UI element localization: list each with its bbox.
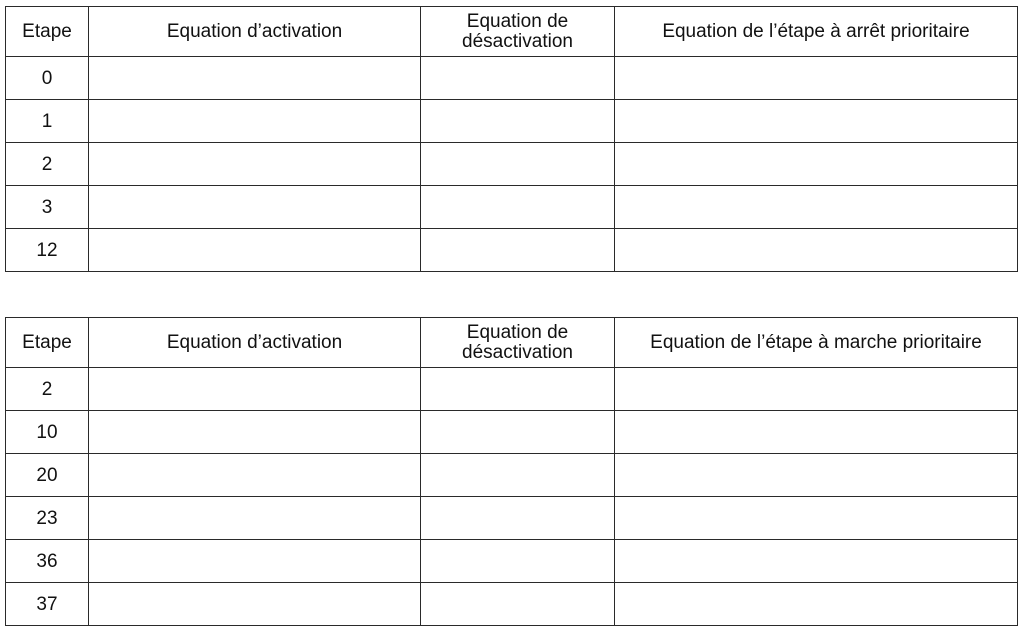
header-desactivation	[421, 7, 615, 57]
activation-cell[interactable]	[89, 497, 421, 540]
desactivation-cell[interactable]	[421, 100, 615, 143]
etape-cell: 2	[6, 143, 89, 186]
table-row	[6, 57, 1018, 100]
marche-prioritaire-table	[5, 317, 1018, 626]
activation-cell[interactable]	[89, 368, 421, 411]
etape-cell: 0	[6, 57, 89, 100]
desactivation-cell[interactable]	[421, 583, 615, 626]
prioritaire-cell[interactable]	[615, 186, 1018, 229]
table-row	[6, 411, 1018, 454]
prioritaire-cell[interactable]	[615, 229, 1018, 272]
table-row	[6, 540, 1018, 583]
prioritaire-cell[interactable]	[615, 57, 1018, 100]
etape-cell: 1	[6, 100, 89, 143]
desactivation-cell[interactable]	[421, 497, 615, 540]
table-row	[6, 583, 1018, 626]
activation-cell[interactable]	[89, 454, 421, 497]
desactivation-cell[interactable]	[421, 368, 615, 411]
prioritaire-cell[interactable]	[615, 540, 1018, 583]
prioritaire-cell[interactable]	[615, 411, 1018, 454]
table-row	[6, 454, 1018, 497]
header-marche-prioritaire: Equation de l’étape à marche prioritaire	[615, 318, 1018, 368]
etape-cell: 36	[6, 540, 89, 583]
table-header-row	[6, 318, 1018, 368]
prioritaire-cell[interactable]	[615, 100, 1018, 143]
header-arret-prioritaire: Equation de l’étape à arrêt prioritaire	[615, 7, 1018, 57]
activation-cell[interactable]	[89, 100, 421, 143]
activation-cell[interactable]	[89, 186, 421, 229]
etape-cell: 2	[6, 368, 89, 411]
header-activation: Equation d’activation	[89, 318, 421, 368]
etape-cell: 10	[6, 411, 89, 454]
header-activation: Equation d’activation	[89, 7, 421, 57]
table-row	[6, 100, 1018, 143]
etape-cell: 20	[6, 454, 89, 497]
desactivation-cell[interactable]	[421, 411, 615, 454]
header-desactivation-line2: désactivation	[462, 341, 573, 363]
prioritaire-cell[interactable]	[615, 454, 1018, 497]
prioritaire-cell[interactable]	[615, 583, 1018, 626]
table-header-row	[6, 7, 1018, 57]
etape-cell: 12	[6, 229, 89, 272]
table-row	[6, 497, 1018, 540]
header-desactivation-line1: Equation de	[466, 321, 569, 343]
desactivation-cell[interactable]	[421, 143, 615, 186]
desactivation-cell[interactable]	[421, 186, 615, 229]
desactivation-cell[interactable]	[421, 57, 615, 100]
etape-cell: 23	[6, 497, 89, 540]
activation-cell[interactable]	[89, 229, 421, 272]
arret-prioritaire-table	[5, 6, 1018, 272]
header-desactivation-line2: désactivation	[462, 30, 573, 52]
activation-cell[interactable]	[89, 143, 421, 186]
etape-cell: 37	[6, 583, 89, 626]
header-desactivation	[421, 318, 615, 368]
prioritaire-cell[interactable]	[615, 143, 1018, 186]
header-etape: Etape	[6, 7, 89, 57]
header-etape: Etape	[6, 318, 89, 368]
table-row	[6, 186, 1018, 229]
table-row	[6, 368, 1018, 411]
activation-cell[interactable]	[89, 57, 421, 100]
table-row	[6, 229, 1018, 272]
prioritaire-cell[interactable]	[615, 368, 1018, 411]
header-desactivation-line1: Equation de	[466, 10, 569, 32]
activation-cell[interactable]	[89, 540, 421, 583]
prioritaire-cell[interactable]	[615, 497, 1018, 540]
desactivation-cell[interactable]	[421, 229, 615, 272]
etape-cell: 3	[6, 186, 89, 229]
activation-cell[interactable]	[89, 411, 421, 454]
desactivation-cell[interactable]	[421, 454, 615, 497]
activation-cell[interactable]	[89, 583, 421, 626]
table-row	[6, 143, 1018, 186]
desactivation-cell[interactable]	[421, 540, 615, 583]
